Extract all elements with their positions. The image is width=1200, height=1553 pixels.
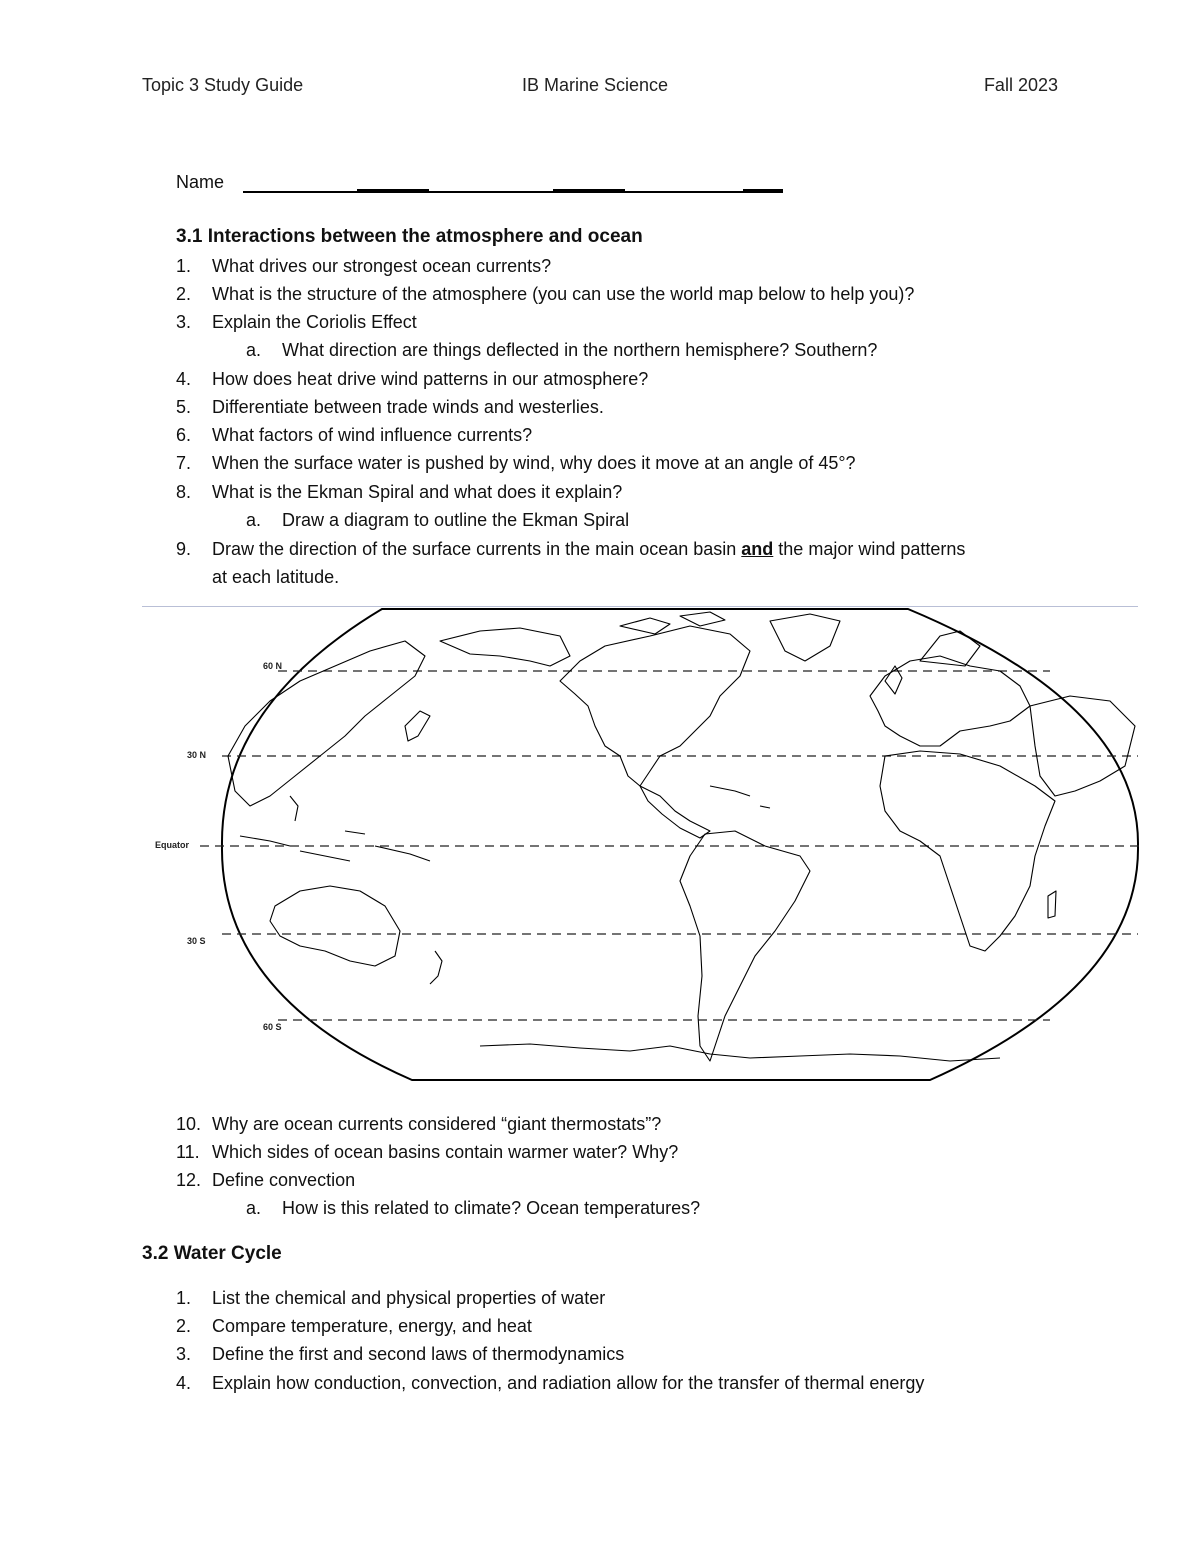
- philippines: [290, 796, 298, 821]
- header-right: Fall 2023: [983, 75, 1058, 95]
- latitude-label-60s: 60 S: [263, 1022, 282, 1032]
- question-number: 3.: [176, 1344, 192, 1364]
- question-number: 11.: [176, 1142, 200, 1162]
- question-number: 2.: [176, 1316, 192, 1336]
- question-number: 8.: [176, 482, 192, 502]
- question-text: How is this related to climate? Ocean temperatures?: [282, 1198, 701, 1218]
- question-number: a.: [246, 1198, 262, 1218]
- question-text: Why are ocean currents considered “giant thermostats”?: [212, 1114, 662, 1134]
- question-text: at each latitude.: [212, 567, 340, 587]
- question-text: Explain how conduction, convection, and radiation allow for the transfer of thermal energy: [212, 1373, 925, 1393]
- british-isles: [885, 666, 902, 694]
- latitude-label-equator: Equator: [155, 840, 190, 850]
- antarctica-coast: [480, 1044, 1000, 1061]
- continent-africa: [880, 751, 1055, 951]
- question-text: Differentiate between trade winds and westerlies.: [212, 397, 604, 417]
- section-title-3-1: 3.1 Interactions between the atmosphere and ocean: [176, 226, 643, 247]
- question-text: What factors of wind influence currents?: [212, 425, 533, 445]
- question-text: Compare temperature, energy, and heat: [212, 1316, 532, 1336]
- question-text: When the surface water is pushed by wind, why does it move at an angle of 45°?: [212, 453, 856, 473]
- question-number: 4.: [176, 369, 192, 389]
- question-text: What is the Ekman Spiral and what does it explain?: [212, 482, 623, 502]
- question-text: What direction are things deflected in the northern hemisphere? Southern?: [282, 340, 878, 360]
- name-blank-line-segment: [743, 189, 783, 191]
- continent-greenland: [770, 614, 840, 661]
- question-text: Which sides of ocean basins contain warmer water? Why?: [212, 1142, 679, 1162]
- name-blank-line-segment: [553, 189, 625, 191]
- question-number: 1.: [176, 1288, 192, 1308]
- name-label: Name: [176, 172, 225, 192]
- japan: [405, 711, 430, 741]
- question-number: 9.: [176, 539, 192, 559]
- continent-europe: [870, 656, 1030, 746]
- world-map: [150, 606, 1140, 1084]
- header-center: IB Marine Science: [522, 75, 669, 95]
- question-number: 2.: [176, 284, 192, 304]
- continent-australia: [270, 886, 400, 966]
- question-number: 10.: [176, 1114, 202, 1134]
- header-left: Topic 3 Study Guide: [142, 75, 304, 95]
- question-number: 7.: [176, 453, 192, 473]
- question-text-part: the major wind patterns: [773, 539, 966, 559]
- question-number: 6.: [176, 425, 192, 445]
- question-text: Draw a diagram to outline the Ekman Spiral: [282, 510, 630, 530]
- question-number: 1.: [176, 256, 192, 276]
- question-number: 3.: [176, 312, 192, 332]
- question-text: List the chemical and physical properties of water: [212, 1288, 606, 1308]
- continent-central-america: [640, 786, 710, 838]
- continent-north-america: [560, 626, 750, 786]
- continent-asia-west: [1030, 696, 1135, 796]
- question-number: 4.: [176, 1373, 192, 1393]
- latitude-label-30s: 30 S: [187, 936, 206, 946]
- map-outline: [222, 609, 1138, 1080]
- question-number: 12.: [176, 1170, 202, 1190]
- latitude-label-60n: 60 N: [263, 661, 283, 671]
- madagascar: [1048, 891, 1056, 918]
- name-blank-line-segment: [357, 189, 429, 191]
- question-number: a.: [246, 510, 262, 530]
- name-blank-line[interactable]: [243, 191, 783, 193]
- question-text: Define the first and second laws of thermodynamics: [212, 1344, 625, 1364]
- question-text: Define convection: [212, 1170, 356, 1190]
- question-text: What drives our strongest ocean currents?: [212, 256, 552, 276]
- question-number: 5.: [176, 397, 192, 417]
- alaska: [440, 628, 570, 666]
- question-text-part: Draw the direction of the surface currents in the main ocean basin: [212, 539, 742, 559]
- new-zealand: [430, 951, 442, 984]
- section-title-3-2: 3.2 Water Cycle: [142, 1243, 282, 1264]
- scandinavia: [920, 631, 980, 666]
- question-text: Explain the Coriolis Effect: [212, 312, 417, 332]
- question-number: a.: [246, 340, 262, 360]
- emphasis-and: and: [741, 539, 774, 559]
- continent-south-america: [680, 831, 810, 1061]
- latitude-label-30n: 30 N: [187, 750, 207, 760]
- caribbean-islands: [710, 786, 770, 808]
- question-text: What is the structure of the atmosphere (you can use the world map below to help you)?: [212, 284, 915, 304]
- question-text: [212, 538, 965, 560]
- question-text: How does heat drive wind patterns in our atmosphere?: [212, 369, 649, 389]
